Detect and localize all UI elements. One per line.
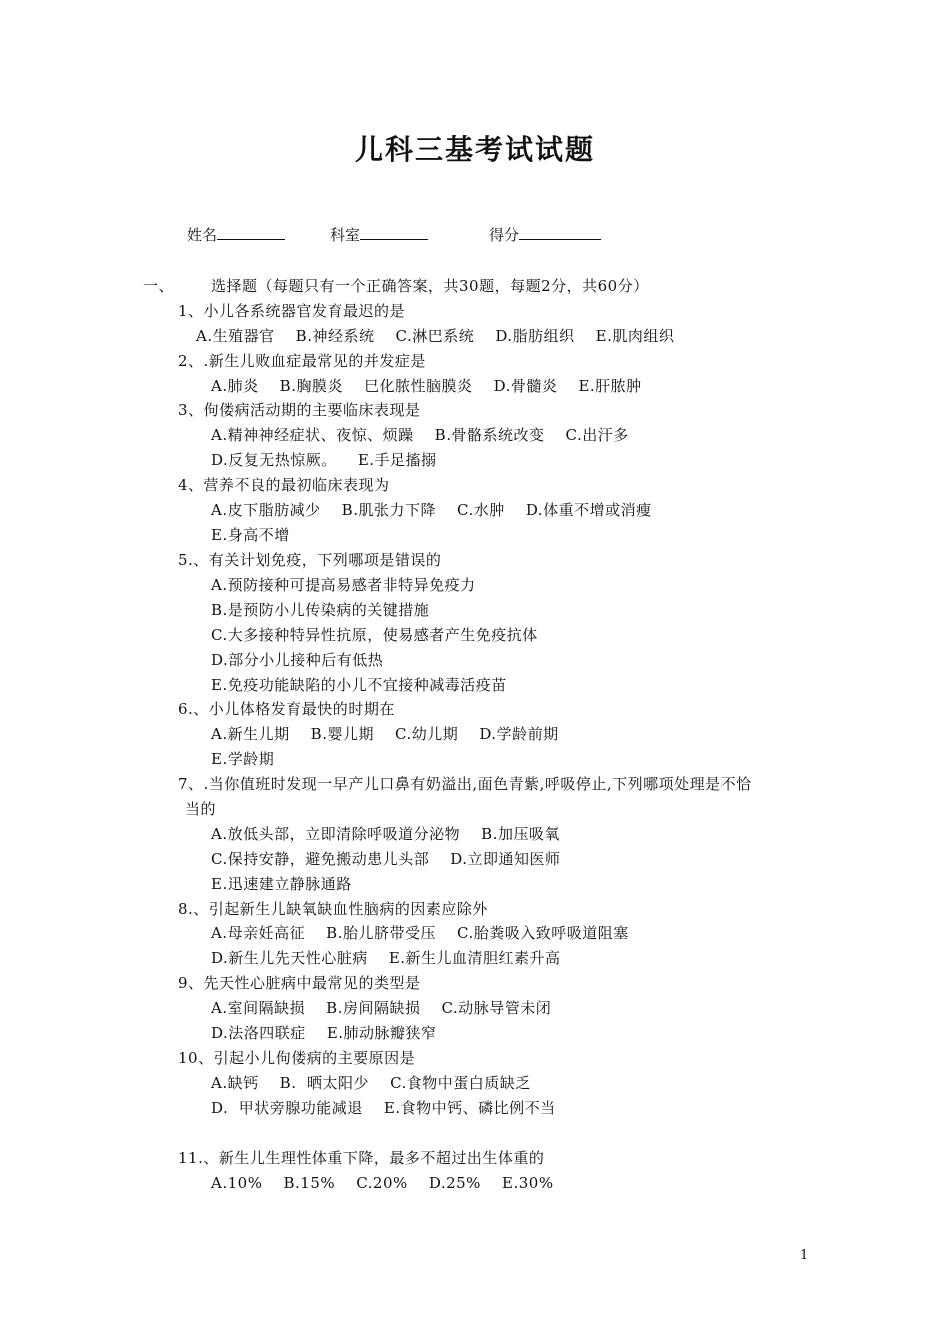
question-5-option-e: E.免疫功能缺陷的小儿不宜接种减毒活疫苗 <box>211 676 507 694</box>
question-9: 9、先天性心脏病中最常见的类型是 <box>178 974 421 992</box>
dept-label: 科室 <box>330 226 361 244</box>
question-3: 3、佝偻病活动期的主要临床表现是 <box>178 401 421 419</box>
question-5-option-b: B.是预防小儿传染病的关键措施 <box>211 601 430 619</box>
question-2: 2、.新生儿败血症最常见的并发症是 <box>178 352 426 370</box>
question-2-options: A.肺炎 B.胸膜炎 巳化脓性脑膜炎 D.骨髓炎 E.肝脓肿 <box>211 377 642 395</box>
question-1-options: A.生殖器官 B.神经系统 C.淋巴系统 D.脂肪组织 E.肌肉组织 <box>196 327 675 345</box>
score-blank <box>519 224 601 240</box>
question-7: 7、.当你值班时发现一早产儿口鼻有奶溢出,面色青紫,呼吸停止,下列哪项处理是不恰 <box>178 775 752 793</box>
question-4-options-b: E.身高不增 <box>211 526 290 544</box>
question-7-options-a: A.放低头部，立即清除呼吸道分泌物 B.加压吸氧 <box>211 825 560 843</box>
question-5-option-a: A.预防接种可提高易感者非特异免疫力 <box>211 576 476 594</box>
score-field <box>489 224 601 245</box>
question-10-options-b: D. 甲状旁腺功能减退 E.食物中钙、磷比例不当 <box>211 1099 556 1117</box>
question-6-options-a: A.新生儿期 B.婴儿期 C.幼儿期 D.学龄前期 <box>211 725 559 743</box>
dept-blank <box>360 224 428 240</box>
question-6-options-b: E.学龄期 <box>211 750 275 768</box>
question-3-options-b: D.反复无热惊厥。 E.手足搐搦 <box>211 451 437 469</box>
question-1: 1、小儿各系统器官发育最迟的是 <box>178 302 406 320</box>
question-4: 4、营养不良的最初临床表现为 <box>178 476 390 494</box>
info-row <box>0 224 950 250</box>
name-field <box>187 224 285 245</box>
document-title: 儿科三基考试试题 <box>354 133 595 166</box>
question-7-continued: 当的 <box>185 800 217 818</box>
section-number: 一、 <box>143 277 175 295</box>
question-8-options-b: D.新生儿先天性心脏病 E.新生儿血清胆红素升高 <box>211 949 561 967</box>
question-11-options: A.10% B.15% C.20% D.25% E.30% <box>211 1174 554 1192</box>
page-number: 1 <box>800 1248 809 1263</box>
section-heading: 选择题（每题只有一个正确答案，共30题，每题2分，共60分） <box>211 277 649 295</box>
question-9-options-b: D.法洛四联症 E.肺动脉瓣狭窄 <box>211 1024 437 1042</box>
question-7-options-c: E.迅速建立静脉通路 <box>211 875 352 893</box>
question-10-options-a: A.缺钙 B. 晒太阳少 C.食物中蛋白质缺乏 <box>211 1074 531 1092</box>
question-3-options-a: A.精神神经症状、夜惊、烦躁 B.骨骼系统改变 C.出汗多 <box>211 426 629 444</box>
question-5: 5.、有关计划免疫，下列哪项是错误的 <box>178 551 442 569</box>
question-11: 11.、新生儿生理性体重下降，最多不超过出生体重的 <box>178 1149 545 1167</box>
dept-field <box>330 224 428 245</box>
question-4-options-a: A.皮下脂肪减少 B.肌张力下降 C.水肿 D.体重不增或消瘦 <box>211 501 652 519</box>
question-9-options-a: A.室间隔缺损 B.房间隔缺损 C.动脉导管未闭 <box>211 999 552 1017</box>
score-label: 得分 <box>489 226 520 244</box>
question-8: 8.、引起新生儿缺氧缺血性脑病的因素应除外 <box>178 900 488 918</box>
question-8-options-a: A.母亲妊高征 B.胎儿脐带受压 C.胎粪吸入致呼吸道阻塞 <box>211 924 629 942</box>
question-10: 10、引起小儿佝偻病的主要原因是 <box>178 1049 416 1067</box>
name-blank <box>217 224 285 240</box>
name-label: 姓名 <box>187 226 218 244</box>
question-5-option-d: D.部分小儿接种后有低热 <box>211 651 384 669</box>
question-7-options-b: C.保持安静，避免搬动患儿头部 D.立即通知医师 <box>211 850 561 868</box>
question-6: 6.、小儿体格发育最快的时期在 <box>178 700 395 718</box>
question-5-option-c: C.大多接种特异性抗原，使易感者产生免疫抗体 <box>211 626 538 644</box>
